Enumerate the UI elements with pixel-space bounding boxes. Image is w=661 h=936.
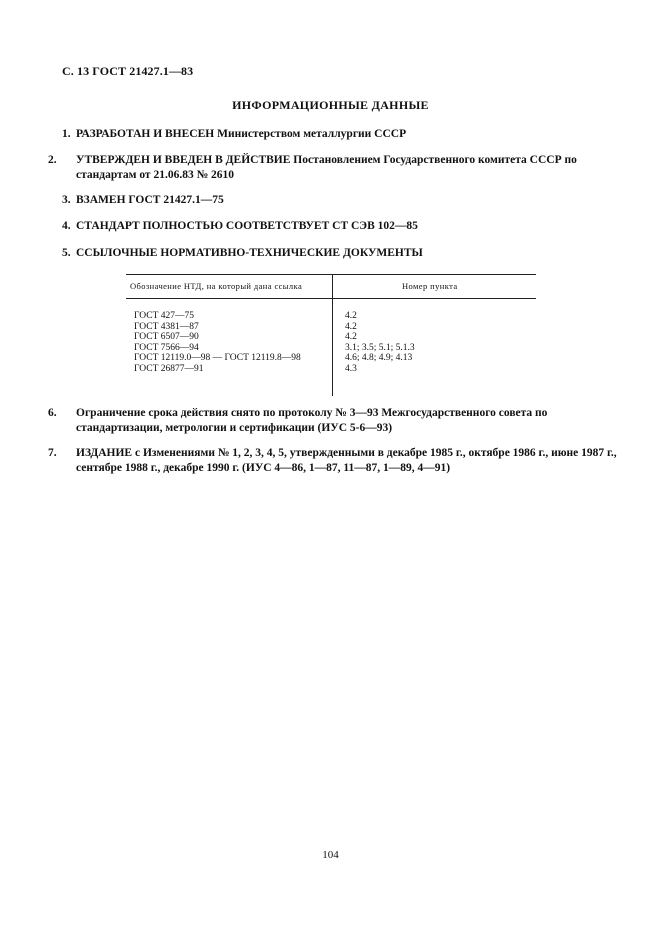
item-number: 4. xyxy=(62,220,71,232)
item-text: ВЗАМЕН ГОСТ 21427.1—75 xyxy=(76,194,224,206)
item-number: 2. xyxy=(48,154,57,166)
item-number: 5. xyxy=(62,247,71,259)
table-cell-clause: 4.2 xyxy=(345,311,357,321)
table-cell-document: ГОСТ 4381—87 xyxy=(134,321,199,332)
table-row xyxy=(126,343,536,354)
table-row xyxy=(126,353,536,364)
item-number: 3. xyxy=(62,194,71,206)
item-text: РАЗРАБОТАН И ВНЕСЕН Министерством металлургии СССР xyxy=(76,128,407,140)
table-row xyxy=(126,311,536,322)
table-header-clause: Номер пункта xyxy=(402,281,458,291)
item-text: УТВЕРЖДЕН И ВВЕДЕН В ДЕЙСТВИЕ Постановлением Государственного комитета СССР по стандартам от 21.06.83 № 2610 xyxy=(76,154,577,181)
info-item-2 xyxy=(48,153,624,183)
page-number: 104 xyxy=(322,849,339,861)
table-cell-clause: 4.2 xyxy=(345,321,357,332)
item-text: Ограничение срока действия снято по протоколу № 3—93 Межгосударственного совета по стандартизации, метрологии и сертификации (ИУС 5-6—93) xyxy=(76,407,548,434)
info-item-7 xyxy=(48,446,624,476)
table-cell-clause: 4.6; 4.8; 4.9; 4.13 xyxy=(345,353,413,364)
table-row xyxy=(126,364,536,375)
info-item-1 xyxy=(62,127,610,142)
info-item-5 xyxy=(62,246,610,261)
info-item-6 xyxy=(48,406,624,436)
table-header-rule xyxy=(126,298,536,299)
table-row xyxy=(126,332,536,343)
table-body xyxy=(126,311,536,375)
table-cell-document: ГОСТ 12119.0—98 — ГОСТ 12119.8—98 xyxy=(134,353,301,364)
table-cell-clause: 4.2 xyxy=(345,332,357,343)
table-cell-document: ГОСТ 26877—91 xyxy=(134,363,204,374)
table-top-rule xyxy=(126,274,536,275)
section-title: ИНФОРМАЦИОННЫЕ ДАННЫЕ xyxy=(232,98,429,112)
table-cell-document: ГОСТ 7566—94 xyxy=(134,342,199,353)
item-text: СТАНДАРТ ПОЛНОСТЬЮ СООТВЕТСТВУЕТ СТ СЭВ 102—85 xyxy=(76,220,418,232)
page-header: С. 13 ГОСТ 21427.1—83 xyxy=(62,64,194,78)
table-cell-document: ГОСТ 6507—90 xyxy=(134,332,199,343)
table-row xyxy=(126,322,536,333)
item-text: ССЫЛОЧНЫЕ НОРМАТИВНО-ТЕХНИЧЕСКИЕ ДОКУМЕНТЫ xyxy=(76,247,423,259)
info-item-4 xyxy=(62,219,610,234)
table-cell-clause: 4.3 xyxy=(345,363,357,374)
info-item-3 xyxy=(62,193,610,208)
table-header-document: Обозначение НТД, на который дана ссылка xyxy=(130,281,303,291)
item-text: ИЗДАНИЕ с Изменениями № 1, 2, 3, 4, 5, утвержденными в декабре 1985 г., октябре 1986 г., июне 1987 г., сентябре 1988 г., декабре 1990 г. (ИУС 4—86, 1—87, 11—87, 1—89, 4—91) xyxy=(76,447,617,474)
table-cell-clause: 3.1; 3.5; 5.1; 5.1.3 xyxy=(345,342,415,353)
item-number: 7. xyxy=(48,447,57,459)
item-number: 1. xyxy=(62,128,71,140)
table-cell-document: ГОСТ 427—75 xyxy=(134,311,194,321)
item-number: 6. xyxy=(48,407,57,419)
